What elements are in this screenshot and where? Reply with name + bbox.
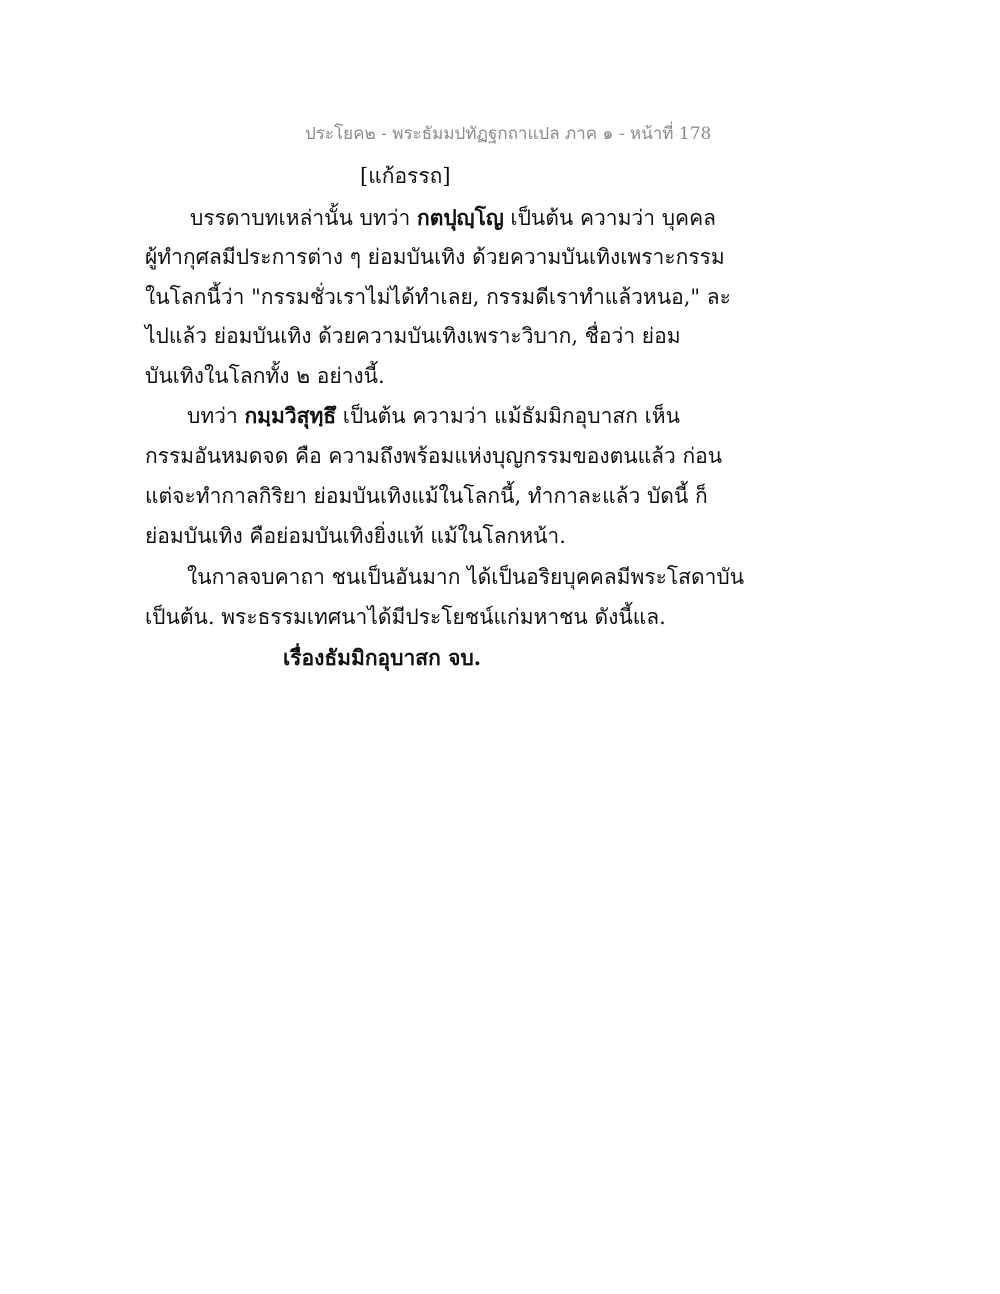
paragraph-2-line-1: [187, 400, 680, 433]
text-span: เป็นต้น ความว่า แม้ธัมมิกอุบาสก เห็น: [336, 404, 680, 428]
paragraph-1-line-1: [190, 202, 716, 235]
bold-term: กมฺมวิสุทฺธึ: [244, 403, 337, 428]
page-header: ประโยค๒ - พระธัมมปทัฏฐกถาแปล ภาค ๑ - หน้าที่ 178: [305, 124, 712, 144]
text-span: บรรดาบทเหล่านั้น บทว่า: [190, 206, 417, 230]
paragraph-3-line-2: เป็นต้น. พระธรรมเทศนาได้มีประโยชน์แก่มหาชน ดังนี้แล.: [145, 605, 666, 629]
bold-term: กตปุญฺโญ: [417, 205, 504, 230]
section-subheading: [แก้อรรถ]: [360, 164, 451, 188]
paragraph-1-line-4: ไปแล้ว ย่อมบันเทิง ด้วยความบันเทิงเพราะวิบาก, ชื่อว่า ย่อม: [145, 324, 681, 348]
text-span: เป็นต้น ความว่า บุคคล: [503, 206, 716, 230]
paragraph-1-line-2: ผู้ทำกุศลมีประการต่าง ๆ ย่อมบันเทิง ด้วยความบันเทิงเพราะกรรม: [145, 245, 725, 269]
paragraph-2-line-2: กรรมอันหมดจด คือ ความถึงพร้อมแห่งบุญกรรมของตนแล้ว ก่อน: [145, 444, 723, 468]
paragraph-2-line-3: แต่จะทำกาลกิริยา ย่อมบันเทิงแม้ในโลกนี้, ทำกาละแล้ว บัดนี้ ก็: [145, 484, 708, 508]
paragraph-2-line-4: ย่อมบันเทิง คือย่อมบันเทิงยิ่งแท้ แม้ในโลกหน้า.: [145, 524, 566, 548]
text-span: บทว่า: [187, 404, 245, 428]
story-closing: เรื่องธัมมิกอุบาสก จบ.: [283, 645, 482, 670]
paragraph-3-line-1: ในกาลจบคาถา ชนเป็นอันมาก ได้เป็นอริยบุคคลมีพระโสดาบัน: [187, 565, 745, 589]
paragraph-1-line-5: บันเทิงในโลกทั้ง ๒ อย่างนี้.: [145, 364, 385, 388]
paragraph-1-line-3: ในโลกนี้ว่า "กรรมชั่วเราไม่ได้ทำเลย, กรรมดีเราทำแล้วหนอ," ละ: [145, 285, 731, 309]
